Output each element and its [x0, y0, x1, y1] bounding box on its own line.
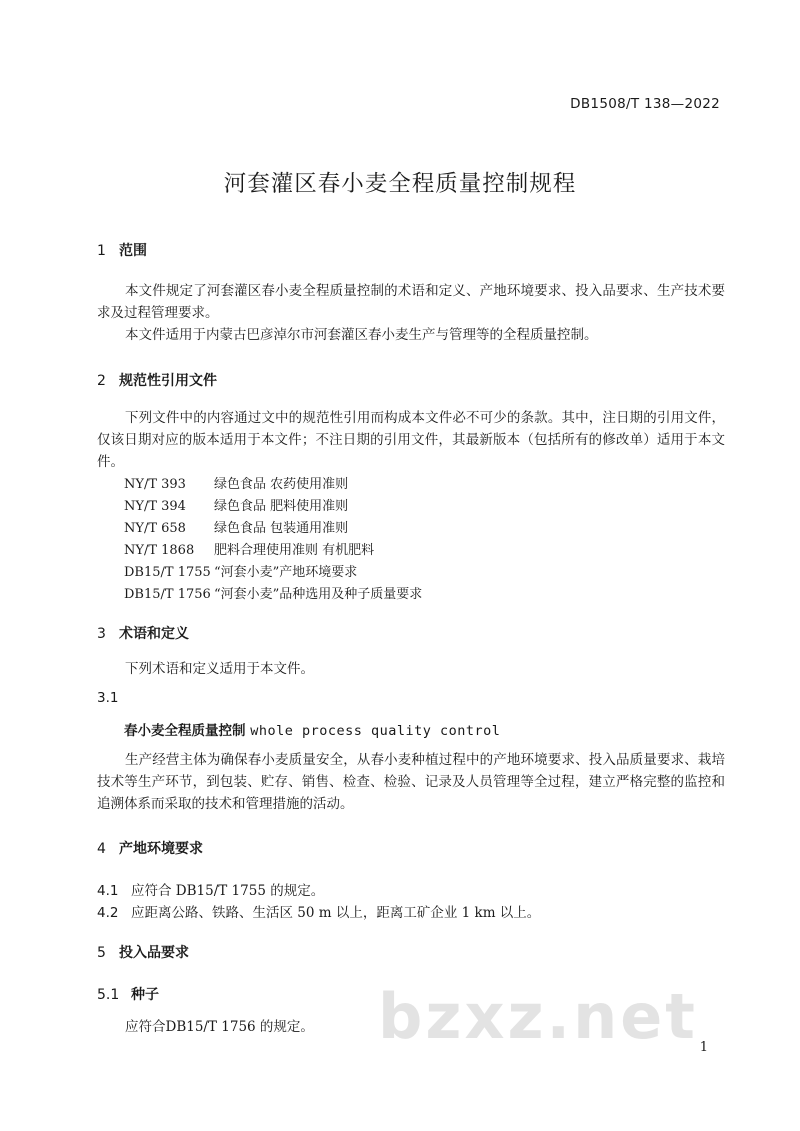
reference-code: NY/T 393	[124, 477, 186, 492]
reference-name: “河套小麦”产地环境要求	[214, 565, 358, 580]
clause-text: 应距离公路、铁路、生活区 50 m 以上，距离工矿企业 1 km 以上。	[131, 905, 541, 921]
term-english: whole process quality control	[250, 723, 501, 739]
reference-code: DB15/T 1756	[124, 587, 211, 602]
section-title: 规范性引用文件	[119, 373, 217, 389]
reference-name: “河套小麦”品种选用及种子质量要求	[214, 587, 423, 602]
subsection-5-1-heading	[97, 984, 159, 1004]
section-title: 投入品要求	[119, 945, 189, 961]
subsection-3-1-number: 3.1	[97, 690, 119, 706]
clause-number: 4.2	[97, 905, 119, 921]
subsection-number: 5.1	[97, 987, 120, 1003]
section-5-heading	[97, 942, 189, 962]
section-2-paragraph-1: 下列文件中的内容通过文中的规范性引用而构成本文件必不可少的条款。其中，注日期的引用文件，仅该日期对应的版本适用于本文件；不注日期的引用文件，其最新版本（包括所有的修改单）适用于本文件。	[97, 410, 725, 470]
reference-name: 绿色食品 肥料使用准则	[214, 499, 349, 514]
section-3-heading	[97, 623, 189, 643]
document-code: DB1508/T 138—2022	[570, 96, 720, 112]
reference-item	[124, 517, 348, 536]
reference-item	[124, 495, 348, 514]
reference-item	[124, 561, 357, 580]
reference-code: NY/T 1868	[124, 543, 195, 558]
section-number: 4	[97, 841, 106, 857]
clause-4-1	[97, 879, 324, 899]
reference-code: NY/T 658	[124, 521, 186, 536]
document-title: 河套灌区春小麦全程质量控制规程	[223, 171, 577, 197]
section-title: 术语和定义	[119, 626, 189, 642]
section-title: 范围	[119, 243, 147, 259]
watermark: bzxz.net	[378, 980, 698, 1053]
reference-name: 绿色食品 农药使用准则	[214, 477, 349, 492]
clause-4-2	[97, 901, 540, 921]
reference-item	[124, 539, 374, 558]
reference-code: NY/T 394	[124, 499, 186, 514]
reference-code: DB15/T 1755	[124, 565, 211, 580]
section-2-heading	[97, 370, 217, 390]
section-number: 5	[97, 945, 106, 961]
section-3-paragraph-1: 下列术语和定义适用于本文件。	[125, 661, 314, 677]
section-4-heading	[97, 838, 203, 858]
reference-name: 绿色食品 包装通用准则	[214, 521, 349, 536]
section-1-paragraph-2: 本文件适用于内蒙古巴彦淖尔市河套灌区春小麦生产与管理等的全程质量控制。	[125, 327, 598, 343]
section-number: 2	[97, 373, 106, 389]
section-title: 产地环境要求	[119, 841, 203, 857]
section-5-1-paragraph: 应符合DB15/T 1756 的规定。	[125, 1019, 314, 1035]
term-definition: 生产经营主体为确保春小麦质量安全，从春小麦种植过程中的产地环境要求、投入品质量要求、栽培技术等生产环节，到包装、贮存、销售、检查、检验、记录及人员管理等全过程，建立严格完整的监控和追溯体系而采取的技术和管理措施的活动。	[97, 752, 725, 812]
term-chinese: 春小麦全程质量控制	[124, 723, 246, 739]
reference-item	[124, 473, 348, 492]
clause-text: 应符合 DB15/T 1755 的规定。	[131, 883, 325, 899]
section-number: 1	[97, 243, 106, 259]
term-entry	[124, 719, 500, 739]
reference-name: 肥料合理使用准则 有机肥料	[214, 543, 375, 558]
section-1-heading	[97, 240, 147, 260]
clause-number: 4.1	[97, 883, 119, 899]
page-number: 1	[699, 1040, 708, 1055]
subsection-title: 种子	[131, 987, 159, 1003]
reference-item	[124, 583, 422, 602]
section-1-paragraph-1: 本文件规定了河套灌区春小麦全程质量控制的术语和定义、产地环境要求、投入品要求、生产技术要求及过程管理要求。	[97, 283, 725, 321]
section-number: 3	[97, 626, 106, 642]
